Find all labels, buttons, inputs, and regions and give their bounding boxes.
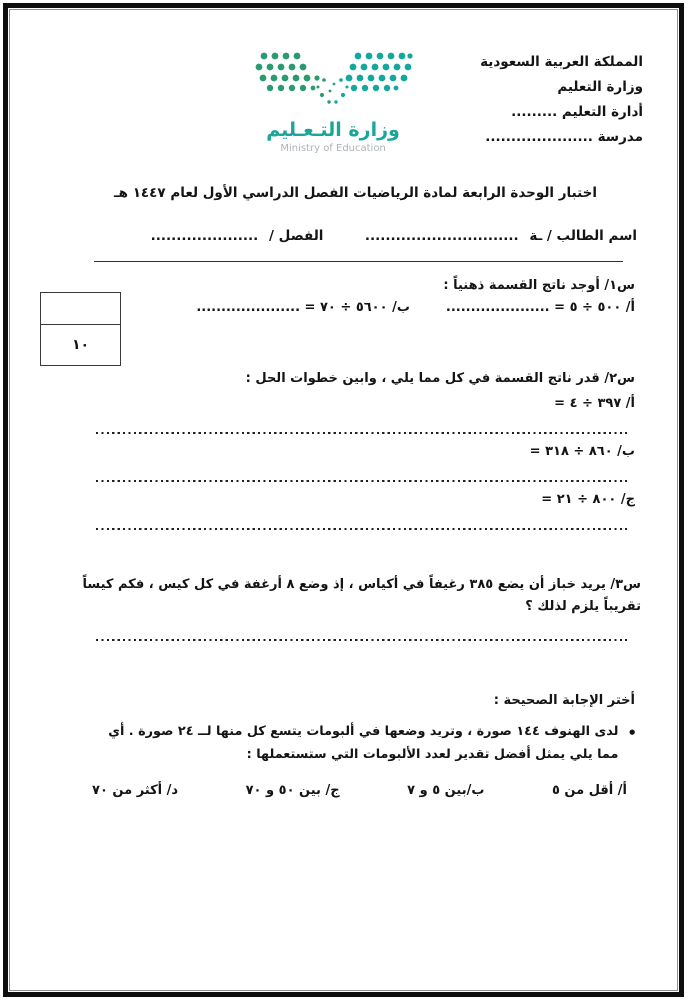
student-info-line (50, 228, 643, 244)
class-label: الفصل / (269, 228, 324, 244)
class-blank: ..................... (150, 228, 259, 244)
header-ministry-line: وزارة التعليم (557, 79, 643, 95)
question2-item-b: ب/ ٨٦٠ ÷ ٣١٨ = (529, 444, 635, 459)
mcq-option-c: ج/ بين ٥٠ و ٧٠ (245, 782, 340, 798)
page-content (10, 10, 677, 798)
header-separator-line (94, 261, 623, 262)
bullet-icon: • (627, 724, 637, 743)
answer-dotted-line (96, 479, 627, 482)
question1-items (50, 300, 635, 315)
grade-box-empty-cell (41, 293, 120, 325)
student-name-label: اسم الطالب / ـة (529, 228, 637, 244)
question1-item-a: أ/ ٥٠٠ ÷ ٥ = ..................... (445, 300, 635, 315)
question3-text: س٣/ يريد خباز أن يضع ٣٨٥ رغيفاً في أكياس ، إذ وضع ٨ أرغفة في كل كيس ، فكم كيساً تقريباً يلزم لذلك ؟ (82, 577, 641, 615)
header-administration-line: أدارة التعليم ......... (511, 104, 643, 120)
grade-box-total: ١٠ (71, 336, 90, 353)
mcq-options-row (92, 783, 627, 798)
student-name-blank: .............................. (364, 228, 519, 244)
page-header (50, 10, 643, 155)
answer-dotted-line (96, 638, 627, 641)
mcq-option-a: أ/ أقل من ٥ (551, 782, 627, 798)
mcq-question (100, 721, 637, 766)
logo-dots-emblem-icon (246, 50, 421, 110)
header-school-line: مدرسة ..................... (485, 129, 643, 145)
page-inner-frame (9, 9, 678, 991)
mcq-question-stem: لدى الهنوف ١٤٤ صورة ، وتريد وضعها في ألبومات يتسع كل منها لــ ٢٤ صورة . أي مما يلي يمثل أفضل تقدير لعدد الألبومات التي ستستعملها : (108, 724, 619, 762)
question1-heading: س١/ أوجد ناتج القسمة ذهنياً : (443, 278, 635, 293)
mcq-option-b: ب/بين ٥ و ٧ (407, 782, 485, 798)
choose-correct-answer-heading: أختر الإجابة الصحيحة : (493, 693, 635, 709)
question2-item-c: ج/ ٨٠٠ ÷ ٢١ = (541, 492, 635, 507)
question2-heading: س٢/ قدر ناتج القسمة في كل مما يلي ، وابين خطوات الحل : (245, 371, 635, 386)
answer-dotted-line (96, 527, 627, 530)
exam-title: اختبار الوحدة الرابعة لمادة الرياضيات الفصل الدراسي الأول لعام ١٤٤٧ هـ (114, 185, 597, 201)
question2-item-a: أ/ ٣٩٧ ÷ ٤ = (554, 396, 635, 411)
grade-box (40, 292, 121, 366)
mcq-option-d: د/ أكثر من ٧٠ (92, 782, 179, 798)
exam-paper-page (3, 3, 684, 997)
logo-english-wordmark: Ministry of Education (280, 143, 386, 154)
logo-arabic-wordmark: وزارة التـعـليم (266, 119, 400, 141)
official-header-block (480, 50, 643, 150)
question1-item-b: ب/ ٥٦٠٠ ÷ ٧٠ = ..................... (196, 300, 410, 315)
ministry-of-education-logo (244, 50, 422, 155)
header-country-line: المملكة العربية السعودية (480, 54, 643, 70)
answer-dotted-line (96, 431, 627, 434)
